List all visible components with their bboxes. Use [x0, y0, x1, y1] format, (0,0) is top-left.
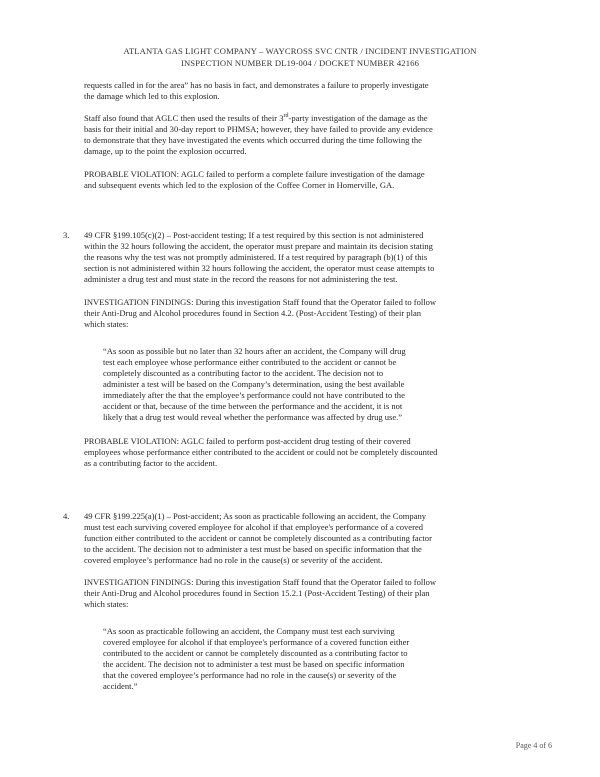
text-line: damage, up to the point the explosion occurred.	[84, 146, 247, 156]
item-3-findings	[84, 297, 556, 330]
probable-violation-1	[84, 169, 554, 191]
item-4-number: 4.	[63, 511, 70, 521]
text-line: immediately after the that the employee’s performance could not have contributed to the	[103, 390, 405, 400]
text-line: administer a test will be based on the Company’s determination, using the best available	[103, 379, 405, 389]
text-line: requests called in for the area” has no basis in fact, and demonstrates a failure to properly investigate	[84, 80, 429, 90]
text-line: test each employee whose performance either contributed to the accident or cannot be	[103, 357, 397, 367]
text-line: “As soon as possible but no later than 32 hours after an accident, the Company will drug	[103, 346, 406, 356]
text-line: within the 32 hours following the accident, the operator must prepare and maintain its decision stating	[84, 241, 433, 251]
text-line: their Anti-Drug and Alcohol procedures found in Section 15.2.1 (Post-Accident Testing) of their plan	[84, 588, 430, 598]
text-line: to demonstrate that they have investigated the events which occurred during the time following the	[84, 135, 422, 145]
text-line: employees whose performance either contributed to the accident or could not be completely discounted	[84, 447, 438, 457]
text-line: likely that a drug test would reveal whether the performance was affected by drug use.”	[103, 412, 403, 422]
header-line-1: ATLANTA GAS LIGHT COMPANY – WAYCROSS SVC CNTR / INCIDENT INVESTIGATION	[123, 46, 477, 56]
item-3-quote	[103, 346, 537, 423]
text-line: function either contributed to the accident or cannot be completely discounted as a contributing factor	[84, 533, 432, 543]
text-line: section is not administered within 32 hours following the accident, the operator must cease attempts to	[84, 263, 435, 273]
text-line: which states:	[84, 599, 129, 609]
text-line: the accident. The decision not to administer a test must be based on specific information	[103, 659, 405, 669]
text-line: accident or that, because of the time between the performance and the accident, it is not	[103, 401, 403, 411]
text-line: covered employee’s performance had no role in the cause(s) or severity of the accident.	[84, 555, 383, 565]
text-line: that the covered employee’s performance had no role in the cause(s) or severity of the	[103, 670, 397, 680]
text-line: PROBABLE VIOLATION: AGLC failed to perform a complete failure investigation of the damage	[84, 169, 425, 179]
item-3-number: 3.	[63, 230, 70, 240]
text-line: and subsequent events which led to the explosion of the Coffee Corner in Homerville, GA.	[84, 180, 395, 190]
text-line: INVESTIGATION FINDINGS: During this investigation Staff found that the Operator failed to follow	[84, 577, 437, 587]
text-line: contributed to the accident or cannot be completely discounted as a contributing factor to	[103, 648, 408, 658]
item-4-rule	[84, 511, 556, 566]
text-line: their Anti-Drug and Alcohol procedures found in Section 4.2. (Post-Accident Testing) of their plan	[84, 308, 422, 318]
text-line: to the accident. The decision not to administer a test must be based on specific information that the	[84, 544, 422, 554]
text-line: the damage which led to this explosion.	[84, 91, 220, 101]
page-number: Page 4 of 6	[515, 741, 552, 750]
item-4-quote	[103, 626, 537, 692]
header-line-2: INSPECTION NUMBER DL19-004 / DOCKET NUMBER 42166	[180, 58, 420, 68]
text-line: accident.”	[103, 681, 138, 691]
text-line: INVESTIGATION FINDINGS: During this investigation Staff found that the Operator failed to follow	[84, 297, 437, 307]
text-line: 49 CFR §199.105(c)(2) – Post-accident testing; If a test required by this section is not administered	[84, 230, 424, 240]
text-line: which states:	[84, 319, 129, 329]
text-line: Staff also found that AGLC then used the results of their 3rd-party investigation of the damage as the	[84, 113, 428, 123]
text-line: basis for their initial and 30-day report to PHMSA; however, they have failed to provide any evidence	[84, 124, 433, 134]
text-line: the reasons why the test was not promptly administered. If a test required by paragraph (b)(1) of this	[84, 252, 428, 262]
text-line: “As soon as practicable following an accident, the Company must test each surviving	[103, 626, 395, 636]
text-line: must test each surviving covered employee for alcohol if that employee's performance of a covered	[84, 522, 424, 532]
probable-violation-2	[84, 436, 556, 469]
item-3-rule	[84, 230, 556, 285]
paragraph-2	[84, 113, 554, 157]
text-line: completely discounted as a contributing factor to the accident. The decision not to	[103, 368, 384, 378]
item-4-findings	[84, 577, 556, 610]
text-line: as a contributing factor to the accident.	[84, 458, 218, 468]
paragraph-1	[84, 80, 554, 102]
text-line: PROBABLE VIOLATION: AGLC failed to perform post-accident drug testing of their covered	[84, 436, 411, 446]
text-line: administer a drug test and must state in the record the reasons for not administering the test.	[84, 274, 398, 284]
text-line: covered employee for alcohol if that employee's performance of a covered function either	[103, 637, 410, 647]
text-line: 49 CFR §199.225(a)(1) – Post-accident; As soon as practicable following an accident, the Company	[84, 511, 427, 521]
